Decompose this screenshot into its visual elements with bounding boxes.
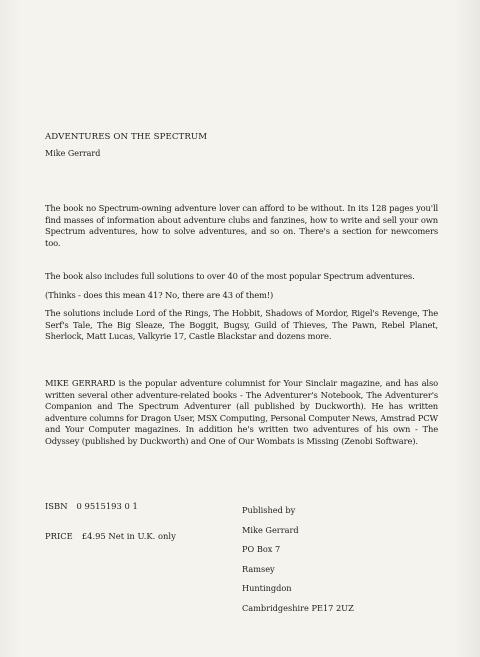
publisher-line: Huntingdon [242, 583, 292, 594]
publisher-line: Published by [242, 505, 296, 515]
book-title: ADVENTURES ON THE SPECTRUM [45, 132, 208, 142]
isbn-value: 0 9515193 0 1 [76, 501, 138, 511]
author-bio-paragraph: MIKE GERRARD is the popular adventure columnist for Your Sinclair magazine, and has also written several other adventure-related books - The Adventurer's Notebook, The Adventurer's Companion and The Spectrum Adventurer (all published by Duckworth). He has written adventure columns for Dragon User, MSX Computing, Personal Computer News, Amstrad PCW and Your Computer magazines. In addition he's written two adventures of his own - The Odyssey (published by Duckworth) and One of Our Wombats is Missing (Zenobi Software). [45, 378, 438, 446]
solutions-list-paragraph: The solutions include Lord of the Rings, The Hobbit, Shadows of Mordor, Rigel's Revenge, The Serf's Tale, The Big Sleaze, The Boggit, Bugsy, Guild of Thieves, The Pawn, Rebel Planet, Sherlock, Matt Lucas, Valkyrie 17, Castle Blackstar and dozens more. [45, 308, 438, 341]
publisher-block [242, 501, 354, 619]
isbn-label: ISBN [45, 501, 68, 511]
isbn-line [45, 501, 138, 511]
price-label: PRICE [45, 531, 73, 541]
intro-paragraph: The book no Spectrum-owning adventure lover can afford to be without. In its 128 pages you'll find masses of information about adventure clubs and fanzines, how to write and sell your own Spectrum adventures, how to solve adventures, and so on. There's a section for newcomers too. [45, 203, 438, 248]
price-value: £4.95 Net in U.K. only [81, 531, 176, 541]
thinks-aside: (Thinks - does this mean 41? No, there are 43 of them!) [45, 290, 274, 300]
price-line [45, 531, 176, 541]
publisher-line: Cambridgeshire PE17 2UZ [242, 602, 354, 613]
publisher-line: Ramsey [242, 563, 275, 574]
book-author: Mike Gerrard [45, 149, 101, 158]
publisher-line: Mike Gerrard [242, 524, 299, 535]
solutions-paragraph: The book also includes full solutions to over 40 of the most popular Spectrum adventures. [45, 271, 415, 281]
publisher-line: PO Box 7 [242, 544, 281, 555]
